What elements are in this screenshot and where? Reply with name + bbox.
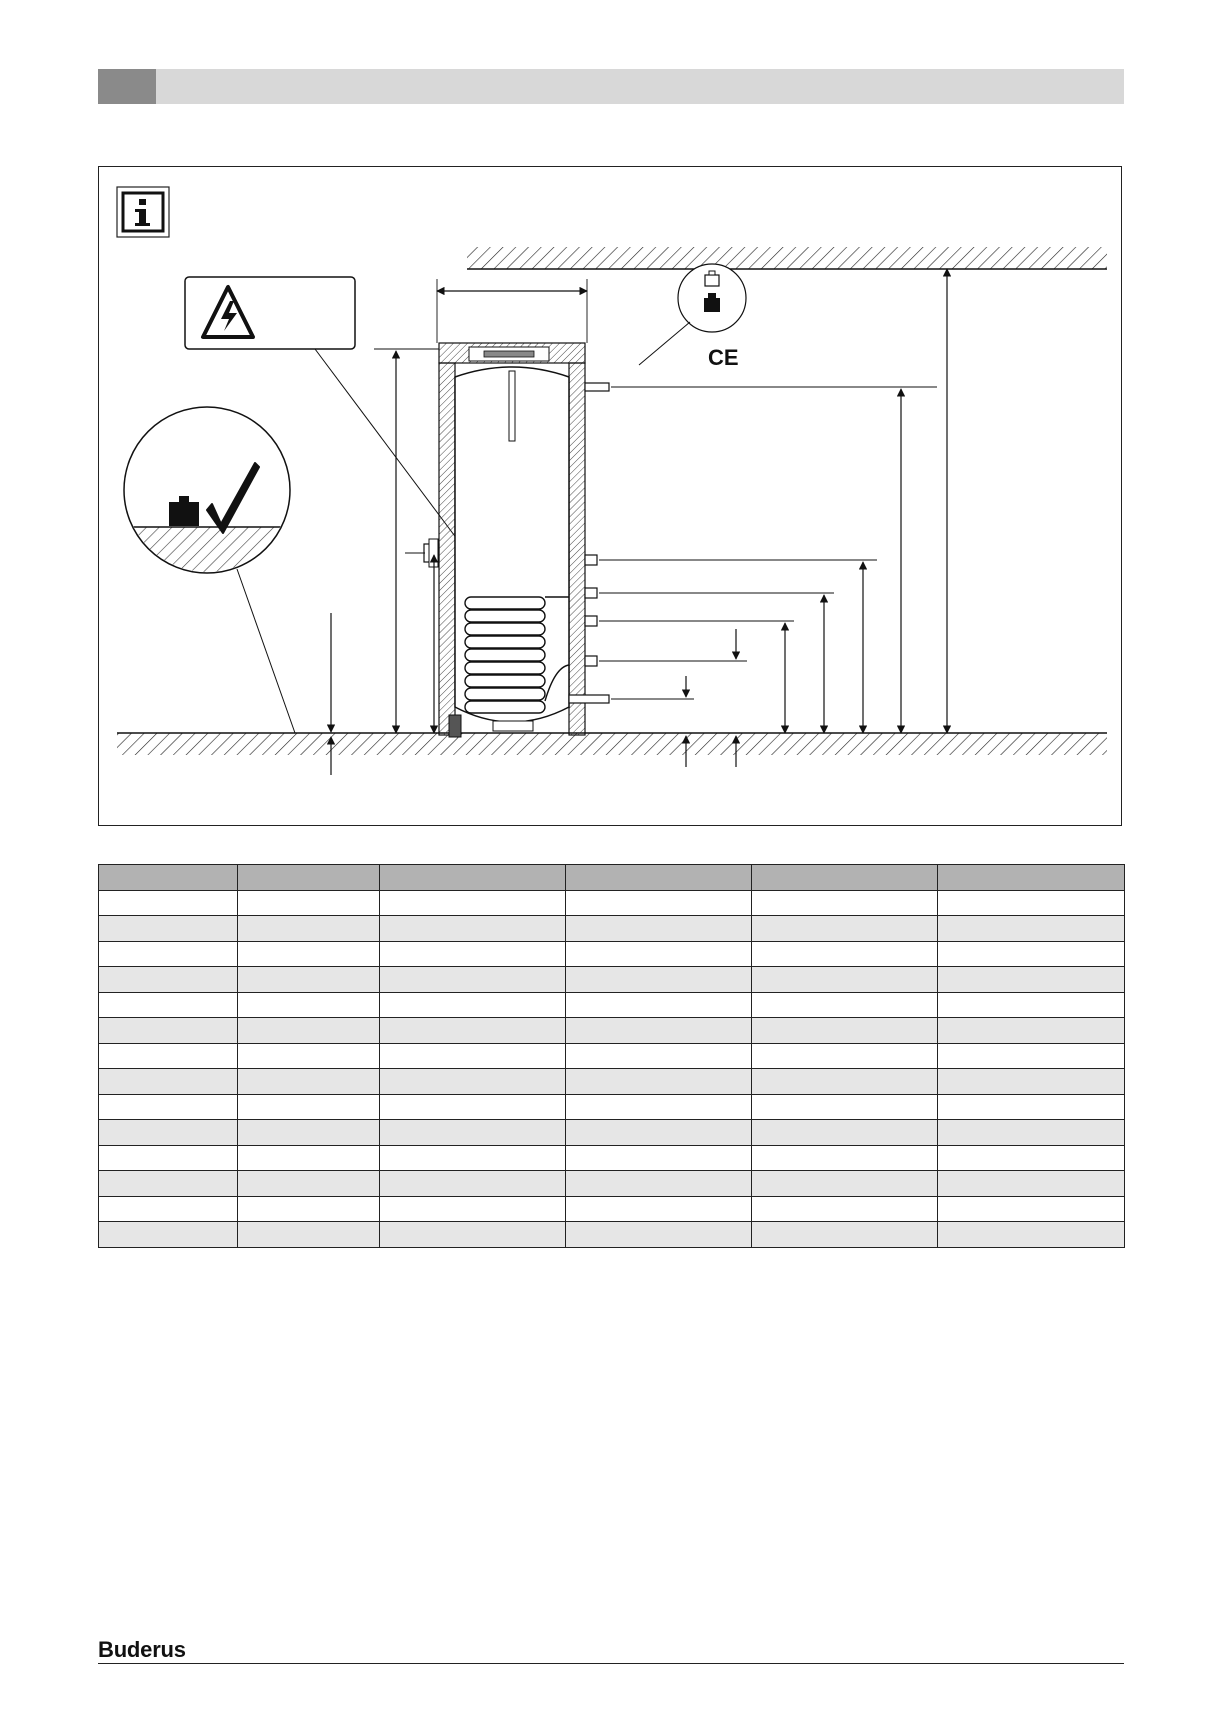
- table-body: [99, 890, 1125, 1247]
- table-header-cell: [752, 865, 938, 891]
- table-row: [99, 941, 1125, 967]
- table-row: [99, 916, 1125, 942]
- table-header-cell: [99, 865, 238, 891]
- dimension-lines: [331, 269, 947, 775]
- table-row: [99, 1094, 1125, 1120]
- footer-rule: [98, 1663, 1124, 1664]
- header-bar: [98, 69, 1124, 104]
- table-header-cell: [566, 865, 752, 891]
- table-header-cell: [238, 865, 380, 891]
- table-row: [99, 1145, 1125, 1171]
- weight-load-icon: [119, 407, 299, 733]
- table-row: [99, 1069, 1125, 1095]
- header-tab: [98, 69, 156, 104]
- table-row: [99, 1196, 1125, 1222]
- table-row: [99, 1120, 1125, 1146]
- table-row: [99, 967, 1125, 993]
- ceiling: [467, 247, 1107, 269]
- table-header-cell: [938, 865, 1125, 891]
- specifications-table: [98, 864, 1125, 1248]
- water-cylinder: [424, 343, 609, 737]
- ce-mark: CE: [708, 345, 739, 370]
- table-header-row: [99, 865, 1125, 891]
- table-row: [99, 992, 1125, 1018]
- info-icon: [117, 187, 169, 237]
- table-row: [99, 1043, 1125, 1069]
- brand-logo: Buderus: [98, 1637, 186, 1662]
- table-header-cell: [380, 865, 566, 891]
- table-row: [99, 890, 1125, 916]
- table-row: [99, 1222, 1125, 1248]
- installation-diagram: [99, 167, 1123, 827]
- table-row: [99, 1018, 1125, 1044]
- installation-diagram-frame: [98, 166, 1122, 826]
- table-row: [99, 1171, 1125, 1197]
- floor: [117, 733, 1107, 755]
